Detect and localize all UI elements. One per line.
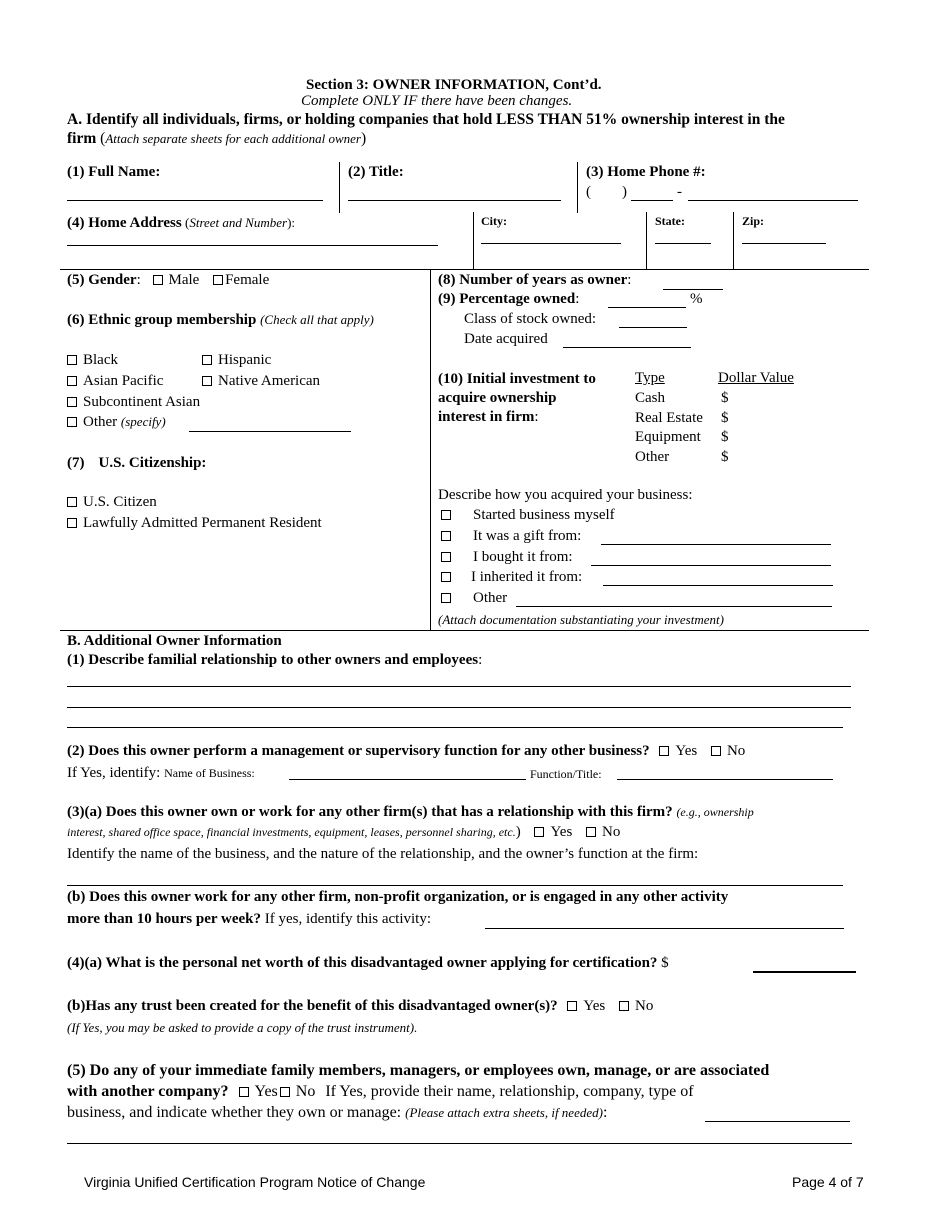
pct-sign: % [690, 291, 703, 307]
home-address-label: (4) Home Address (Street and Number): [67, 215, 296, 231]
date-acquired-field[interactable] [563, 347, 691, 348]
pct-owned-label: (9) Percentage owned: [438, 291, 580, 307]
section-subtitle: Complete ONLY IF there have been changes. [301, 93, 573, 109]
title-label: (2) Title: [348, 164, 404, 180]
q2-function-field[interactable] [617, 779, 833, 780]
part-b-heading: B. Additional Owner Information [67, 633, 282, 649]
pct-owned-field[interactable] [608, 307, 686, 308]
footer-page-number: Page 4 of 7 [792, 1174, 864, 1190]
q3b-activity-field[interactable] [485, 928, 844, 929]
divider [577, 162, 578, 213]
q2-function-label: Function/Title: [530, 767, 602, 781]
class-stock-label: Class of stock owned: [464, 311, 597, 327]
q5-answer-line[interactable] [67, 1143, 852, 1144]
state-field[interactable] [655, 243, 711, 244]
city-label: City: [481, 214, 507, 228]
describe-acquired-label: Describe how you acquired your business: [438, 487, 693, 503]
years-owner-field[interactable] [663, 289, 723, 290]
full-name-label: (1) Full Name: [67, 164, 161, 180]
net-worth-field[interactable] [753, 971, 856, 973]
title-field[interactable] [348, 200, 561, 201]
q1-answer-line-1[interactable] [67, 686, 851, 687]
initial-investment-label: (10) Initial investment to acquire ownership interest in firm: [438, 371, 596, 425]
state-label: State: [655, 214, 685, 228]
divider [339, 162, 340, 213]
ethnic-option-subcontinent-asian[interactable]: Subcontinent Asian [67, 394, 200, 411]
dollar-value-header: Dollar Value [718, 370, 794, 386]
divider [733, 212, 734, 269]
section-divider [60, 630, 869, 631]
acquired-inherited-option[interactable]: I inherited it from: [441, 569, 582, 586]
q2-business-field[interactable] [289, 779, 526, 780]
acquired-gift-option[interactable]: It was a gift from: [441, 528, 581, 545]
type-header: Type [635, 370, 665, 386]
q2-identify-row: If Yes, identify: Name of Business: [67, 765, 255, 781]
q4b-no-checkbox[interactable] [619, 1001, 629, 1011]
male-checkbox[interactable] [153, 275, 163, 285]
ethnic-label: (6) Ethnic group membership (Check all that apply) [67, 312, 374, 328]
divider [646, 212, 647, 269]
investment-types: Cash Real Estate Equipment Other [635, 390, 703, 465]
q5-line-3: business, and indicate whether they own or manage: (Please attach extra sheets, if needed): [67, 1104, 608, 1121]
home-address-field[interactable] [67, 245, 438, 246]
permanent-resident-option[interactable]: Lawfully Admitted Permanent Resident [67, 515, 322, 532]
acquired-other-option[interactable]: Other [441, 590, 507, 607]
ethnic-option-native-american[interactable]: Native American [202, 373, 320, 390]
q5-line-2: with another company? Yes No If Yes, provide their name, relationship, company, type of [67, 1083, 694, 1100]
phone-prefix-field[interactable] [631, 200, 673, 201]
phone-number-field[interactable] [688, 200, 858, 201]
section-title: Section 3: OWNER INFORMATION, Cont’d. [306, 77, 602, 93]
q4b-note: (If Yes, you may be asked to provide a copy of the trust instrument). [67, 1020, 418, 1035]
q3a-row-cont: interest, shared office space, financial investments, equipment, leases, personnel sharing, etc.) Yes No [67, 824, 621, 840]
us-citizen-option[interactable]: U.S. Citizen [67, 494, 157, 511]
part-a-heading: A. Identify all individuals, firms, or holding companies that hold LESS THAN 51% ownership interest in the [67, 111, 785, 128]
ethnic-option-other[interactable]: Other (specify) [67, 414, 166, 431]
q3b-line-1: (b) Does this owner work for any other firm, non-profit organization, or is engaged in any other activity [67, 889, 729, 905]
female-checkbox[interactable] [213, 275, 223, 285]
q4a-row: (4)(a) What is the personal net worth of this disadvantaged owner applying for certification? $ [67, 955, 669, 971]
q5-line-1: (5) Do any of your immediate family members, managers, or employees own, manage, or are associated [67, 1062, 770, 1079]
footer-program-title: Virginia Unified Certification Program Notice of Change [84, 1174, 426, 1190]
ethnic-other-field[interactable] [189, 431, 351, 432]
q1-answer-line-2[interactable] [67, 707, 851, 708]
attach-documentation-note: (Attach documentation substantiating your investment) [438, 612, 724, 627]
q4b-yes-checkbox[interactable] [567, 1001, 577, 1011]
q3b-line-2: more than 10 hours per week? If yes, identify this activity: [67, 911, 431, 927]
part-a-heading-cont: firm (Attach separate sheets for each additional owner) [67, 130, 367, 147]
q3a-no-checkbox[interactable] [586, 827, 596, 837]
ethnic-option-hispanic[interactable]: Hispanic [202, 352, 271, 369]
q1-answer-line-3[interactable] [67, 727, 843, 728]
zip-field[interactable] [742, 243, 826, 244]
q5-yes-checkbox[interactable] [239, 1087, 249, 1097]
q2-no-checkbox[interactable] [711, 746, 721, 756]
zip-label: Zip: [742, 214, 765, 228]
city-field[interactable] [481, 243, 621, 244]
q5-no-checkbox[interactable] [280, 1087, 290, 1097]
q2-yes-checkbox[interactable] [659, 746, 669, 756]
q3a-yes-checkbox[interactable] [534, 827, 544, 837]
phone-area-close: ) [622, 184, 627, 200]
q2-row: (2) Does this owner perform a management or supervisory function for any other business? Yes No [67, 743, 746, 759]
gift-from-field[interactable] [601, 544, 831, 545]
phone-area-open: ( [586, 184, 591, 200]
years-owner-label: (8) Number of years as owner: [438, 272, 632, 288]
ethnic-option-asian-pacific[interactable]: Asian Pacific [67, 373, 163, 390]
class-stock-field[interactable] [619, 327, 687, 328]
citizenship-label: (7) U.S. Citizenship: [67, 455, 207, 471]
full-name-field[interactable] [67, 200, 323, 201]
bought-from-field[interactable] [591, 565, 831, 566]
q1-label: (1) Describe familial relationship to other owners and employees: [67, 652, 483, 668]
q3a-identify-label: Identify the name of the business, and the nature of the relationship, and the owner’s function at the firm: [67, 846, 699, 862]
section-divider [60, 269, 869, 270]
phone-dash: - [677, 184, 682, 200]
home-phone-label: (3) Home Phone #: [586, 164, 706, 180]
q3a-row: (3)(a) Does this owner own or work for any other firm(s) that has a relationship with this firm? (e.g., ownership [67, 804, 754, 820]
investment-dollar-signs: $ $ $ $ [721, 390, 729, 465]
inherited-from-field[interactable] [603, 585, 833, 586]
acquired-other-field[interactable] [516, 606, 832, 607]
ethnic-option-black[interactable]: Black [67, 352, 118, 369]
acquired-bought-option[interactable]: I bought it from: [441, 549, 573, 566]
q3a-answer-line[interactable] [67, 885, 843, 886]
q4b-row: (b)Has any trust been created for the benefit of this disadvantaged owner(s)? Yes No [67, 998, 654, 1014]
column-divider [430, 269, 431, 630]
date-acquired-label: Date acquired [464, 331, 548, 347]
divider [473, 212, 474, 269]
acquired-started-option[interactable]: Started business myself [441, 507, 615, 524]
gender-row: (5) Gender: Male Female [67, 272, 270, 288]
q5-answer-field[interactable] [705, 1121, 850, 1122]
